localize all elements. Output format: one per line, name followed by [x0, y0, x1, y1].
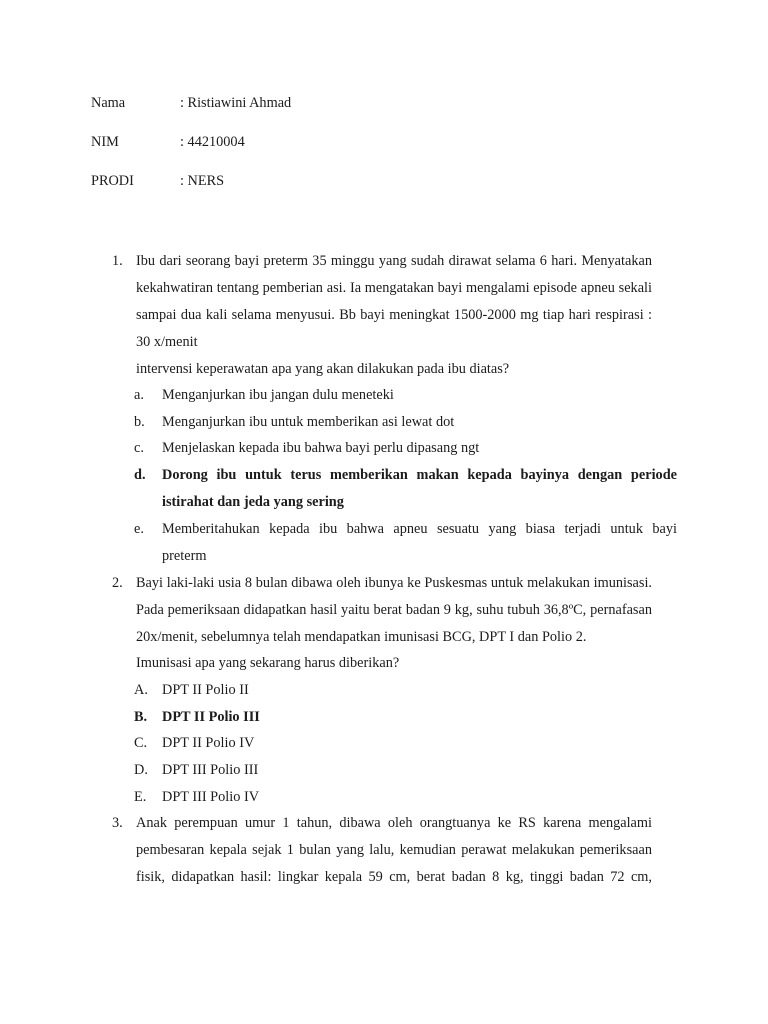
option-text: DPT III Polio IV: [162, 789, 260, 805]
question-2-number: 2.: [112, 575, 123, 591]
question-1-number: 1.: [112, 253, 123, 269]
question-2-line: Pada pemeriksaan didapatkan hasil yaitu berat badan 9 kg, suhu tubuh 36,8ºC, pernafasan: [136, 602, 652, 618]
nama-value: : Ristiawini Ahmad: [180, 95, 292, 111]
option-letter: D.: [134, 762, 148, 778]
question-2-line: 20x/menit, sebelumnya telah mendapatkan imunisasi BCG, DPT I dan Polio 2.: [136, 629, 587, 645]
question-1-line: 30 x/menit: [136, 334, 198, 350]
question-3-number: 3.: [112, 815, 123, 831]
question-3-line: Anak perempuan umur 1 tahun, dibawa oleh orangtuanya ke RS karena mengalami: [136, 815, 652, 831]
question-3-line: pembesaran kepala sejak 1 bulan yang lalu, kemudian perawat melakukan pemeriksaan: [136, 842, 652, 858]
question-2-prompt: Imunisasi apa yang sekarang harus diberikan?: [136, 655, 400, 671]
option-text-answer: istirahat dan jeda yang sering: [162, 494, 344, 510]
option-text-answer: DPT II Polio III: [162, 709, 260, 725]
option-text: Memberitahukan kepada ibu bahwa apneu sesuatu yang biasa terjadi untuk bayi: [162, 521, 677, 537]
option-text: DPT II Polio II: [162, 682, 249, 698]
option-text: Menganjurkan ibu untuk memberikan asi lewat dot: [162, 414, 455, 430]
question-1-line: kekahwatiran tentang pemberian asi. Ia mengatakan bayi mengalami episode apneu sekali: [136, 280, 652, 296]
nama-label: Nama: [91, 95, 126, 111]
option-letter: E.: [134, 789, 147, 805]
question-1-line: Ibu dari seorang bayi preterm 35 minggu yang sudah dirawat selama 6 hari. Menyatakan: [136, 253, 652, 269]
option-text: preterm: [162, 548, 207, 564]
option-letter-answer: d.: [134, 467, 146, 483]
option-letter: a.: [134, 387, 144, 403]
option-letter: c.: [134, 440, 144, 456]
question-3-line: fisik, didapatkan hasil: lingkar kepala 59 cm, berat badan 8 kg, tinggi badan 72 cm,: [136, 869, 652, 885]
option-letter: C.: [134, 735, 148, 751]
option-text: Menganjurkan ibu jangan dulu meneteki: [162, 387, 394, 403]
nim-label: NIM: [91, 134, 119, 150]
option-letter: b.: [134, 414, 145, 430]
question-2-line: Bayi laki-laki usia 8 bulan dibawa oleh ibunya ke Puskesmas untuk melakukan imunisasi.: [136, 575, 652, 591]
nim-value: : 44210004: [180, 134, 245, 150]
option-text: Menjelaskan kepada ibu bahwa bayi perlu dipasang ngt: [162, 440, 480, 456]
option-text-answer: Dorong ibu untuk terus memberikan makan kepada bayinya dengan periode: [162, 467, 677, 483]
option-text: DPT III Polio III: [162, 762, 259, 778]
option-letter: e.: [134, 521, 144, 537]
option-letter-answer: B.: [134, 709, 148, 725]
prodi-label: PRODI: [91, 173, 134, 189]
question-1-prompt: intervensi keperawatan apa yang akan dilakukan pada ibu diatas?: [136, 361, 510, 377]
prodi-value: : NERS: [180, 173, 225, 189]
option-text: DPT II Polio IV: [162, 735, 255, 751]
question-1-line: sampai dua kali selama menyusui. Bb bayi meningkat 1500-2000 mg tiap hari respirasi :: [136, 307, 652, 323]
option-letter: A.: [134, 682, 148, 698]
